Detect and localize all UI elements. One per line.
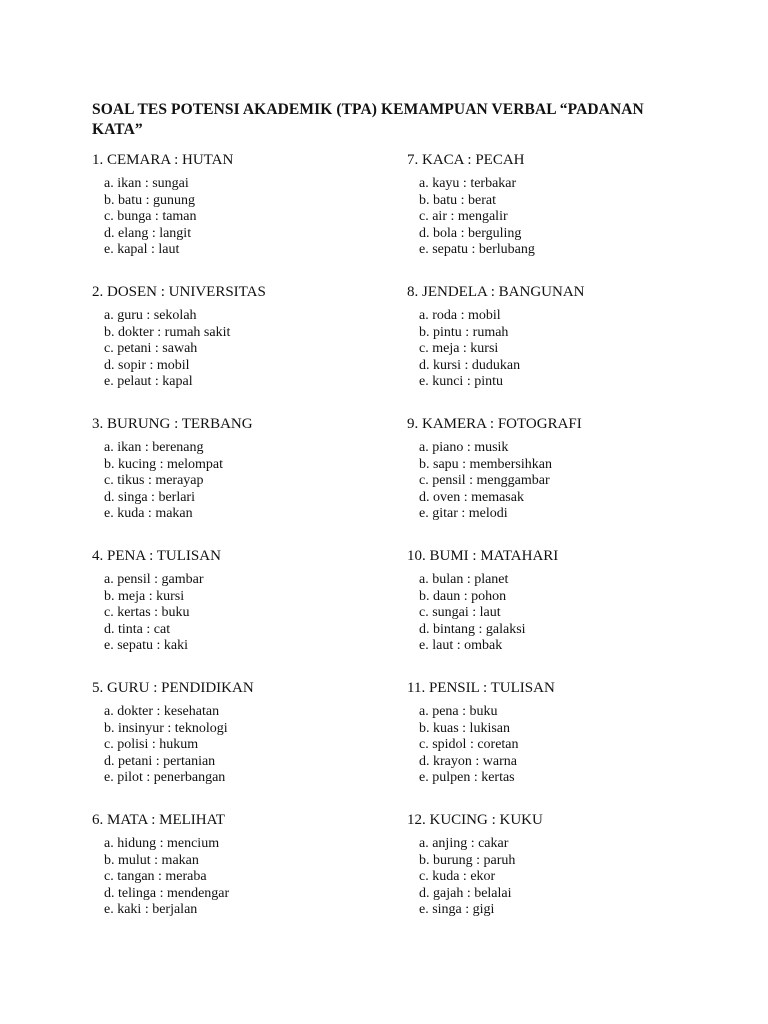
question-heading: 5. GURU : PENDIDIKAN	[92, 680, 254, 696]
answer-option: b. pintu : rumah	[419, 324, 509, 340]
answer-option: d. oven : memasak	[419, 489, 524, 505]
answer-option: d. telinga : mendengar	[104, 885, 230, 901]
answer-option: e. kapal : laut	[104, 242, 180, 258]
question-heading: 10. BUMI : MATAHARI	[407, 548, 559, 564]
question-heading: 8. JENDELA : BANGUNAN	[407, 284, 585, 300]
answer-option: a. guru : sekolah	[104, 308, 197, 323]
question-block	[407, 151, 737, 283]
answer-option: c. bunga : taman	[104, 209, 197, 225]
answer-option: a. pena : buku	[419, 704, 498, 719]
answer-option: d. gajah : belalai	[419, 885, 512, 901]
answer-option: c. air : mengalir	[419, 209, 508, 225]
answer-option: e. kaki : berjalan	[104, 902, 198, 918]
question-block	[92, 811, 422, 943]
answer-option: b. sapu : membersihkan	[419, 456, 552, 472]
answer-option: c. pensil : menggambar	[419, 473, 550, 489]
answer-option: e. singa : gigi	[419, 902, 495, 918]
answer-option: e. pulpen : kertas	[419, 770, 515, 786]
answer-option: b. mulut : makan	[104, 852, 199, 868]
answer-option: a. bulan : planet	[419, 572, 509, 587]
answer-option: e. kunci : pintu	[419, 374, 503, 390]
answer-options	[92, 440, 422, 523]
question-block	[407, 415, 737, 547]
answer-option: b. batu : berat	[419, 192, 496, 208]
answer-option: d. elang : langit	[104, 225, 192, 241]
answer-option: d. bintang : galaksi	[419, 621, 526, 637]
answer-option: e. kuda : makan	[104, 506, 193, 522]
answer-option: c. kuda : ekor	[419, 869, 496, 885]
answer-options	[92, 176, 422, 259]
answer-options	[407, 440, 737, 523]
question-block	[92, 151, 422, 283]
answer-option: d. bola : berguling	[419, 225, 522, 241]
answer-options	[92, 572, 422, 655]
answer-option: b. kucing : melompat	[104, 456, 223, 472]
answer-option: c. tikus : merayap	[104, 473, 204, 489]
answer-options	[407, 572, 737, 655]
answer-option: a. roda : mobil	[419, 308, 501, 323]
answer-option: d. tinta : cat	[104, 621, 171, 637]
answer-option: c. kertas : buku	[104, 605, 190, 621]
question-column-left	[92, 151, 422, 943]
answer-option: b. burung : paruh	[419, 852, 516, 868]
answer-option: b. dokter : rumah sakit	[104, 324, 231, 340]
answer-option: a. hidung : mencium	[104, 836, 220, 851]
question-heading: 6. MATA : MELIHAT	[92, 812, 225, 828]
question-block	[92, 679, 422, 811]
answer-option: e. gitar : melodi	[419, 506, 508, 522]
question-heading: 9. KAMERA : FOTOGRAFI	[407, 416, 582, 432]
answer-option: d. krayon : warna	[419, 753, 517, 769]
question-heading: 3. BURUNG : TERBANG	[92, 416, 253, 432]
question-block	[92, 415, 422, 547]
answer-option: b. batu : gunung	[104, 192, 195, 208]
answer-option: e. sepatu : kaki	[104, 638, 188, 654]
answer-option: a. ikan : sungai	[104, 176, 189, 191]
answer-option: c. spidol : coretan	[419, 737, 519, 753]
answer-option: b. daun : pohon	[419, 588, 507, 604]
question-block	[407, 679, 737, 811]
question-heading: 12. KUCING : KUKU	[407, 812, 543, 828]
question-block	[92, 547, 422, 679]
answer-option: b. meja : kursi	[104, 588, 185, 604]
answer-option: a. kayu : terbakar	[419, 176, 517, 191]
answer-option: c. sungai : laut	[419, 605, 501, 621]
answer-options	[407, 704, 737, 787]
question-block	[407, 283, 737, 415]
answer-option: a. ikan : berenang	[104, 440, 204, 455]
answer-option: c. polisi : hukum	[104, 737, 199, 753]
question-block	[407, 547, 737, 679]
answer-option: e. laut : ombak	[419, 638, 503, 654]
answer-option: a. dokter : kesehatan	[104, 704, 220, 719]
answer-option: a. piano : musik	[419, 440, 509, 455]
answer-option: d. petani : pertanian	[104, 753, 216, 769]
answer-options	[92, 704, 422, 787]
answer-option: e. pilot : penerbangan	[104, 770, 226, 786]
question-column-right	[407, 151, 737, 943]
answer-options	[407, 176, 737, 259]
answer-option: e. pelaut : kapal	[104, 374, 193, 390]
answer-option: d. singa : berlari	[104, 489, 195, 505]
answer-option: d. kursi : dudukan	[419, 357, 521, 373]
answer-option: b. kuas : lukisan	[419, 720, 510, 736]
answer-options	[92, 308, 422, 391]
question-heading: 11. PENSIL : TULISAN	[407, 680, 555, 696]
answer-option: e. sepatu : berlubang	[419, 242, 535, 258]
answer-options	[407, 836, 737, 919]
question-heading: 4. PENA : TULISAN	[92, 548, 221, 564]
answer-option: d. sopir : mobil	[104, 357, 190, 373]
answer-option: b. insinyur : teknologi	[104, 720, 228, 736]
question-block	[92, 283, 422, 415]
question-heading: 2. DOSEN : UNIVERSITAS	[92, 284, 266, 300]
question-heading: 1. CEMARA : HUTAN	[92, 152, 234, 168]
question-heading: 7. KACA : PECAH	[407, 152, 525, 168]
answer-options	[407, 308, 737, 391]
answer-option: c. meja : kursi	[419, 341, 499, 357]
answer-options	[92, 836, 422, 919]
answer-option: a. pensil : gambar	[104, 572, 204, 587]
answer-option: c. tangan : meraba	[104, 869, 207, 885]
document-title: SOAL TES POTENSI AKADEMIK (TPA) KEMAMPUAN VERBAL “PADANAN KATA”	[92, 101, 644, 138]
question-block	[407, 811, 737, 943]
answer-option: a. anjing : cakar	[419, 836, 509, 851]
answer-option: c. petani : sawah	[104, 341, 198, 357]
